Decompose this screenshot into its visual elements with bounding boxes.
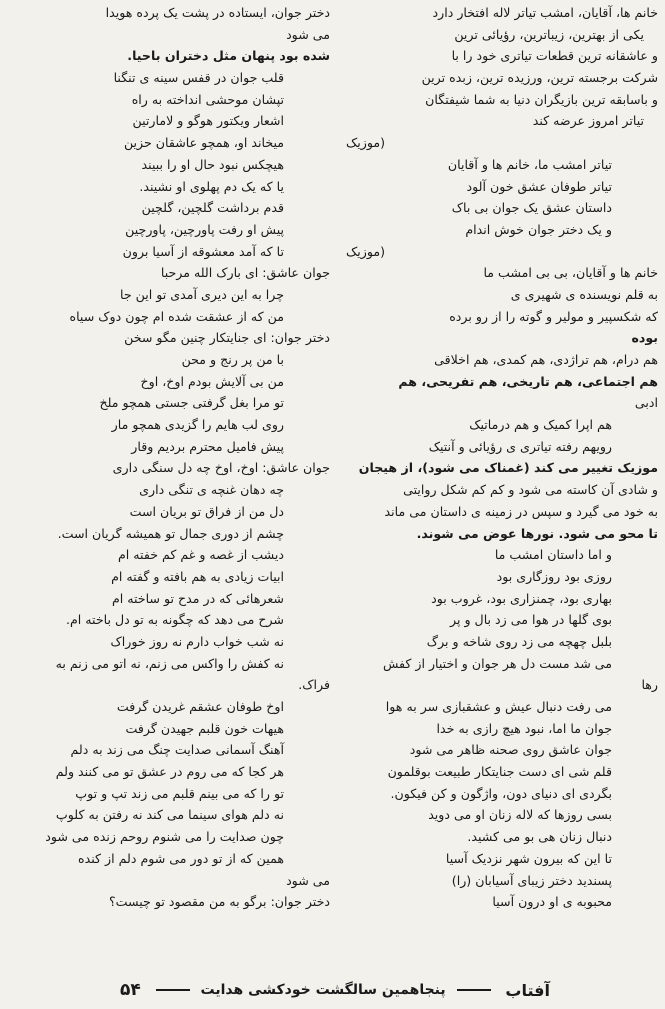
text-line: فراک. [298, 677, 330, 693]
page-footer [120, 977, 550, 1003]
text-line: نه شب خواب دارم نه روز خوراک [110, 633, 284, 649]
text-line: (موزیک [346, 243, 386, 259]
text-line: خانم ها و آقایان، بی بی امشب ما [483, 265, 658, 281]
footer-rule [457, 989, 491, 991]
text-line: می شد مست دل هر جوان و اختیار از کفش [382, 655, 612, 671]
text-line: جوان ما اما، نبود هیچ رازی به خدا [436, 720, 612, 736]
text-line: شده بود پنهان مثل دختران باحیا. [127, 48, 330, 64]
text-line: دختر جوان: ای جنایتکار چنین مگو سخن [124, 330, 330, 346]
text-line: یکی از بهترین، زیباترین، رؤیائی ترین [454, 26, 644, 42]
text-line: شرح می دهد که چگونه به تو دل باخته ام. [65, 612, 284, 628]
text-line: به قلم نویسنده ی شهیری ی [510, 286, 658, 302]
text-line: و باسابقه ترین بازیگران دنیا به شما شیفتگان [425, 91, 658, 107]
text-line: نه دلم هوای سینما می کند نه رفتن به کلوپ [55, 807, 284, 823]
text-line: آهنگ آسمانی صدایت چنگ می زند به دلم [70, 742, 284, 758]
text-line: تو را که می بینم قلبم می زند تپ و توپ [75, 785, 284, 801]
text-line: ادبی [634, 395, 658, 411]
text-line: (موزیک [346, 135, 386, 151]
text-line: با من پر رنج و محن [181, 352, 284, 367]
text-line: دل من از فراق تو بریان است [129, 503, 284, 519]
text-line: نه کفش را واکس می زنم، نه اتو می زنم به [55, 655, 284, 671]
text-line: موزیک تغییر می کند (غمناک می شود)، از هیجان [358, 460, 658, 476]
text-line: شعرهائی که در مدح تو ساخته ام [111, 590, 284, 606]
text-line: می شود [286, 26, 330, 42]
text-line: و اما داستان امشب ما [494, 547, 612, 563]
text-line: تا محو می شود. نورها عوض می شوند. [416, 525, 658, 541]
text-line: بوی گلها در هوا می زد بال و پر [450, 612, 612, 628]
text-line: پیش او رفت پاورچین، پاورچین [125, 221, 284, 237]
text-line: روی لب هایم را گزیدی همچو مار [111, 417, 284, 433]
footer-section-title: پنجاهمین سالگشت خودکشی هدایت [200, 982, 446, 998]
text-line: و شادی آن کاسته می شود و کم کم شکل روایتی [403, 482, 658, 498]
text-line: یا که یک دم پهلوی او نشیند. [139, 178, 284, 194]
magazine-name: آفتاب [505, 980, 550, 1000]
text-line: به خود می گیرد و سپس در زمینه ی داستان می ماند [384, 503, 658, 519]
text-line: قلب جوان در قفس سینه ی تنگنا [113, 70, 284, 86]
text-line: محبوبه ی او درون آسیا [492, 894, 612, 910]
text-line: اوخ طوفان عشقم غریدن گرفت [116, 699, 284, 714]
text-line: چون صدایت را می شنوم روحم زنده می شود [45, 829, 284, 845]
text-line: بسی روزها که لاله زنان او می دوید [428, 807, 612, 823]
text-line: تیاتر طوفان عشق خون آلود [466, 178, 612, 194]
text-line: تا این که بیرون شهر نزدیک آسیا [445, 850, 612, 866]
text-line: داستان عشق یک جوان بی باک [451, 200, 612, 216]
right-text-column [346, 2, 658, 913]
text-line: دنبال زنان هی بو می کشید. [467, 829, 612, 845]
text-line: و یک دختر جوان خوش اندام [465, 221, 612, 237]
text-line: هیهات خون قلبم جهیدن گرفت [125, 720, 284, 736]
text-line: پسندید دختر زیبای آسیابان (را) [451, 872, 612, 888]
text-line: بهاری بود، چمنزاری بود، غروب بود [431, 590, 612, 606]
text-line: بلبل چهچه می زد روی شاخه و برگ [426, 633, 612, 649]
text-line: پیش فامیل محترم بردیم وقار [131, 438, 284, 454]
text-line: جوان عاشق: ای بارک الله مرحبا [160, 265, 330, 281]
text-line: تپشان موحشی انداخته به راه [131, 91, 284, 107]
text-line: دختر جوان، ایستاده در پشت یک پرده هویدا [105, 5, 330, 20]
text-line: بگردی ای دنیای دون، واژگون و کن فیکون. [390, 785, 612, 801]
page-number: ۵۴ [120, 980, 141, 1000]
text-line: تا که آمد معشوقه از آسیا برون [122, 243, 284, 259]
text-line: دختر جوان: برگو به من مقصود تو چیست؟ [108, 894, 330, 910]
footer-rule [156, 989, 190, 991]
text-line: قدم برداشت گلچین، گلچین [141, 200, 284, 216]
text-line: که شکسپیر و مولیر و گوته را از رو برده [449, 308, 658, 324]
text-line: می رفت دنبال عیش و عشقبازی سر به هوا [385, 699, 612, 714]
text-line: چشم از دوری جمال تو همیشه گریان است. [57, 525, 284, 541]
text-line: شرکت برجسته ترین، ورزیده ترین، زبده ترین [421, 70, 658, 86]
text-line: هم درام، هم تراژدی، هم کمدی، هم اخلاقی [434, 352, 658, 367]
text-line: من بی آلایش بودم اوخ، اوخ [140, 373, 284, 389]
text-line: ابیات زیادی به هم بافته و گفته ام [111, 568, 284, 584]
text-line: قلم شی ای دست جنایتکار طبیعت بوقلمون [387, 764, 612, 780]
text-line: میخاند او، همچو عاشقان حزین [123, 135, 284, 151]
text-line: هر کجا که می روم در عشق تو می کنند ولم [55, 764, 284, 780]
text-line: هیچکس نبود حال او را ببیند [141, 156, 284, 172]
text-line: اشعار ویکتور هوگو و لامارتین [132, 113, 284, 129]
text-line: تو مرا بغل گرفتی جستی همچو ملخ [99, 395, 284, 411]
left-text-column [8, 2, 330, 913]
text-line: می شود [286, 872, 330, 888]
footer-section-wrap [150, 982, 497, 998]
text-line: و عاشقانه ترین قطعات تیاتری خود را با [451, 48, 658, 64]
text-line: هم اپرا کمیک و هم درماتیک [469, 417, 612, 433]
text-line: خانم ها، آقایان، امشب تیاتر لاله افتخار دارد [432, 5, 658, 20]
text-line: چه دهان غنچه ی تنگی داری [139, 482, 284, 498]
text-line: چرا به این دیری آمدی تو این جا [120, 286, 284, 302]
text-line: هم اجتماعی، هم تاریخی، هم تفریحی، هم [398, 373, 658, 389]
text-line: دیشب از غصه و غم کم خفته ام [117, 547, 284, 563]
text-line: تیاتر امشب ما، خانم ها و آقایان [447, 156, 612, 172]
text-line: همین که از تو دور می شوم دلم از کنده [78, 850, 284, 866]
text-line: روزی بود روزگاری بود [496, 568, 612, 584]
text-line: بوده [631, 330, 658, 346]
text-line: من که از عشقت شده ام چون دوک سیاه [69, 308, 284, 324]
text-line: رویهم رفته تیاتری ی رؤیائی و آنتیک [428, 438, 612, 454]
text-line: تیاتر امروز عرضه کند [532, 113, 644, 129]
text-line: جوان عاشق روی صحنه ظاهر می شود [409, 742, 612, 758]
text-line: رها [641, 677, 658, 693]
text-line: جوان عاشق: اوخ، اوخ چه دل سنگی داری [112, 460, 330, 476]
